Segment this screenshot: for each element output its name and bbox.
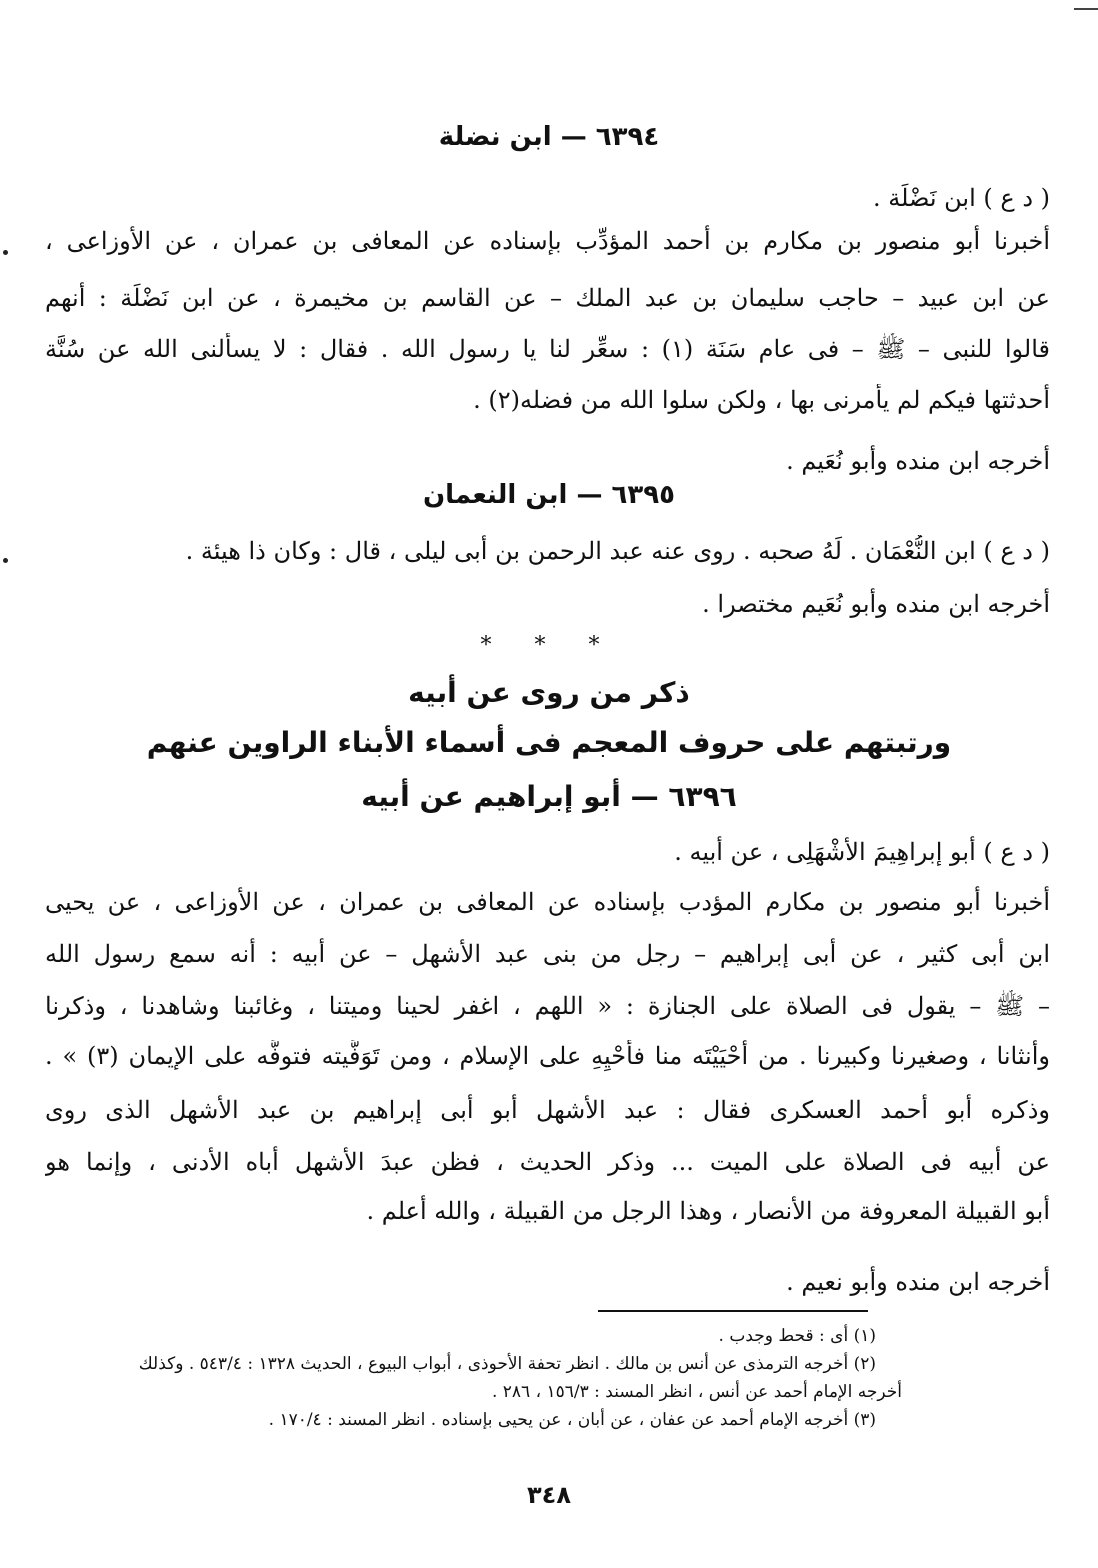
entry-6394-line: ( د ع ) ابن نَضْلَة .	[872, 184, 1050, 212]
entry-6396-line: أخرجه ابن منده وأبو نعيم .	[786, 1268, 1050, 1296]
footnote-rule	[598, 1310, 868, 1312]
chapter-title: ذكر من روى عن أبيه	[408, 676, 690, 709]
entry-6396-line: وأنثانا ، وصغيرنا وكبيرنا . من أحْيَيْتَه منا فأحْيِهِ على الإسلام ، ومن تَوَفَّيته فتوفَّه على الإيمان (٣) » .	[45, 1042, 1050, 1070]
scan-dot	[3, 250, 8, 255]
page-number: ٣٤٨	[527, 1481, 571, 1509]
entry-6396-line: أبو القبيلة المعروفة من الأنصار ، وهذا الرجل من القبيلة ، والله أعلم .	[366, 1197, 1050, 1225]
entry-6396-line: وذكره أبو أحمد العسكرى فقال : عبد الأشهل أبو أبى إبراهيم بن عبد الأشهل الذى روى	[45, 1096, 1050, 1124]
entry-6396-line: ابن أبى كثير ، عن أبى إبراهيم – رجل من بنى عبد الأشهل – عن أبيه : أنه سمع رسول الله	[45, 940, 1050, 968]
entry-heading-6394: ٦٣٩٤ — ابن نضلة	[438, 122, 660, 152]
scan-edge-mark	[1074, 8, 1098, 10]
entry-heading-6396: ٦٣٩٦ — أبو إبراهيم عن أبيه	[361, 780, 737, 813]
chapter-subtitle: ورتبتهم على حروف المعجم فى أسماء الأبناء الراوين عنهم	[146, 726, 952, 759]
entry-6396-line: عن أبيه فى الصلاة على الميت ... وذكر الحديث ، فظن عبدَ الأشهل أباه الأدنى ، وإنما هو	[45, 1148, 1050, 1176]
entry-heading-6395: ٦٣٩٥ — ابن النعمان	[422, 480, 676, 510]
entry-6394-line: أخبرنا أبو منصور بن مكارم بن أحمد المؤدِّب بإسناده عن المعافى بن عمران ، عن الأوزاعى ،	[45, 227, 1050, 255]
entry-6396-line: – ﷺ – يقول فى الصلاة على الجنازة : « اللهم ، اغفر لحينا وميتنا ، وغائبنا وشاهدنا ، وذكرنا	[45, 992, 1050, 1020]
entry-6394-line: أخرجه ابن منده وأبو نُعَيم .	[786, 447, 1050, 475]
entry-6395-line: أخرجه ابن منده وأبو نُعَيم مختصرا .	[702, 590, 1050, 618]
entry-6396-line: ( د ع ) أبو إبراهِيمَ الأشْهَلِى ، عن أبيه .	[674, 838, 1050, 866]
scan-dot	[3, 558, 8, 563]
entry-6394-line: عن ابن عبيد – حاجب سليمان بن عبد الملك – عن القاسم بن مخيمرة ، عن ابن نَضْلَة : أنهم	[45, 284, 1050, 312]
entry-6395-line: ( د ع ) ابن النُّعْمَان . لَهُ صحبه . روى عنه عبد الرحمن بن أبى ليلى ، قال : وكان ذا هيئة .	[185, 537, 1050, 565]
entry-6394-line: قالوا للنبى – ﷺ – فى عام سَنَة (١) : سعِّر لنا يا رسول الله . فقال : لا يسألنى الله عن سُنَّة	[45, 335, 1050, 363]
footnote-1: (١) أى : قحط وجدب .	[718, 1326, 876, 1346]
entry-6394-line: أحدثتها فيكم لم يأمرنى بها ، ولكن سلوا الله من فضله(٢) .	[473, 386, 1050, 414]
footnote-3: (٣) أخرجه الإمام أحمد عن عفان ، عن أبان ، عن يحيى بإسناده . انظر المسند : ١٧٠/٤ .	[268, 1410, 876, 1430]
footnote-2: (٢) أخرجه الترمذى عن أنس بن مالك . انظر تحفة الأحوذى ، أبواب البيوع ، الحديث ١٣٢٨ : ٥٤٣/٤ . وكذلك	[138, 1354, 876, 1374]
entry-6396-line: أخبرنا أبو منصور بن مكارم المؤدب بإسناده عن المعافى بن عمران ، عن الأوزاعى ، عن يحيى	[45, 888, 1050, 916]
footnote-2-continued: أخرجه الإمام أحمد عن أنس ، انظر المسند : ١٥٦/٣ ، ٢٨٦ .	[491, 1382, 902, 1402]
separator-stars: * * *	[480, 633, 618, 658]
